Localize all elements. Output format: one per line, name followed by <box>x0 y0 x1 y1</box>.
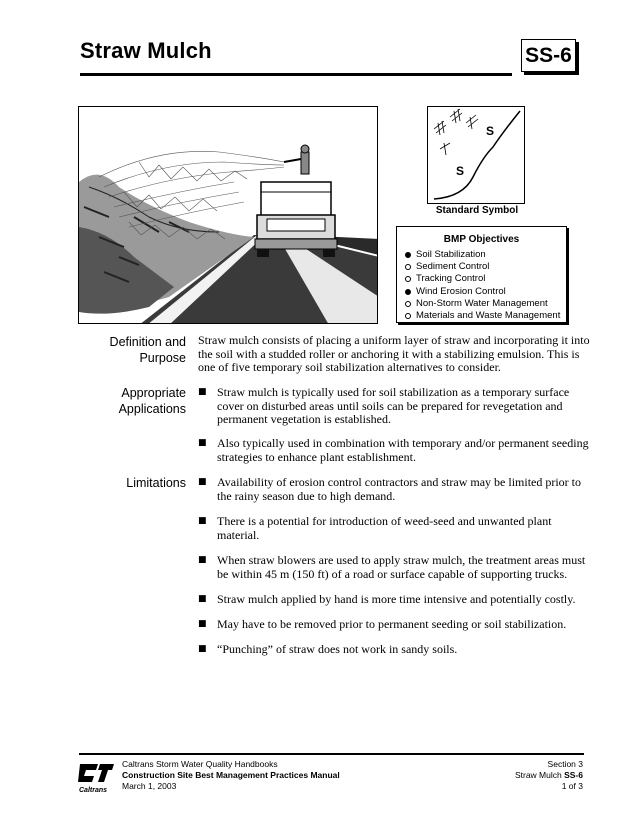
bullet-square: ■ <box>198 644 207 654</box>
bmp-objectives-box <box>396 226 567 323</box>
standard-symbol-label: Standard Symbol <box>435 205 519 216</box>
title-rule <box>80 73 512 76</box>
bullet-square: ■ <box>198 387 207 397</box>
bmp-code-box: SS-6 <box>521 39 576 72</box>
bullet-square: ■ <box>198 594 207 604</box>
bmp-objectives-list <box>405 249 560 322</box>
bmp-objective-item <box>405 273 560 285</box>
bullet-square: ■ <box>198 516 207 526</box>
limitations-label: Limitations <box>126 476 186 490</box>
bmp-objective-label: Non-Storm Water Management <box>416 297 548 309</box>
bmp-objective-item <box>405 286 560 298</box>
caltrans-logo <box>76 760 116 794</box>
filled-bullet-icon <box>405 252 411 258</box>
bmp-objectives-title: BMP Objectives <box>443 234 520 245</box>
page-title: Straw Mulch <box>80 38 212 63</box>
standard-symbol-box <box>427 106 525 204</box>
empty-bullet-icon <box>405 264 411 270</box>
bmp-objective-label: Materials and Waste Management <box>416 309 561 321</box>
bmp-objective-label: Soil Stabilization <box>416 249 486 260</box>
straw-mulch-illustration <box>78 106 378 324</box>
filled-bullet-icon <box>405 289 411 295</box>
bmp-objective-item <box>405 298 560 310</box>
bullet-square: ■ <box>198 438 207 448</box>
footer-left: Caltrans Storm Water Quality Handbooks Construction Site Best Management Practices Manual March 1, 2003 <box>122 759 340 791</box>
definition-text: Straw mulch consists of placing a uniform layer of straw and incorporating it into the soil with a studded roller or anchoring it with a stabilizing emulsion. This is one of five temporary soil stabilization alternatives to consider. <box>198 333 590 374</box>
bmp-objective-item <box>405 249 560 261</box>
empty-bullet-icon <box>405 313 411 319</box>
caltrans-logo-text: Caltrans <box>79 787 108 794</box>
bmp-objective-label: Sediment Control <box>416 261 490 273</box>
bmp-objective-label: Tracking Control <box>416 273 486 285</box>
symbol-s-upper: S <box>486 124 495 138</box>
bullet-square: ■ <box>198 619 207 629</box>
bmp-objective-item <box>405 310 560 322</box>
footer-right: Section 3 Straw Mulch SS-6 1 of 3 <box>514 759 583 791</box>
bmp-objective-item <box>405 261 560 273</box>
applications-label: Appropriate Applications <box>118 386 186 416</box>
definition-label: Definition and Purpose <box>109 335 186 365</box>
bullet-square: ■ <box>198 555 207 565</box>
footer-rule <box>79 753 584 755</box>
bmp-objective-label: Wind Erosion Control <box>416 285 506 297</box>
bullet-square: ■ <box>198 477 207 487</box>
empty-bullet-icon <box>405 301 411 307</box>
symbol-s-lower: S <box>456 164 465 178</box>
empty-bullet-icon <box>405 276 411 282</box>
